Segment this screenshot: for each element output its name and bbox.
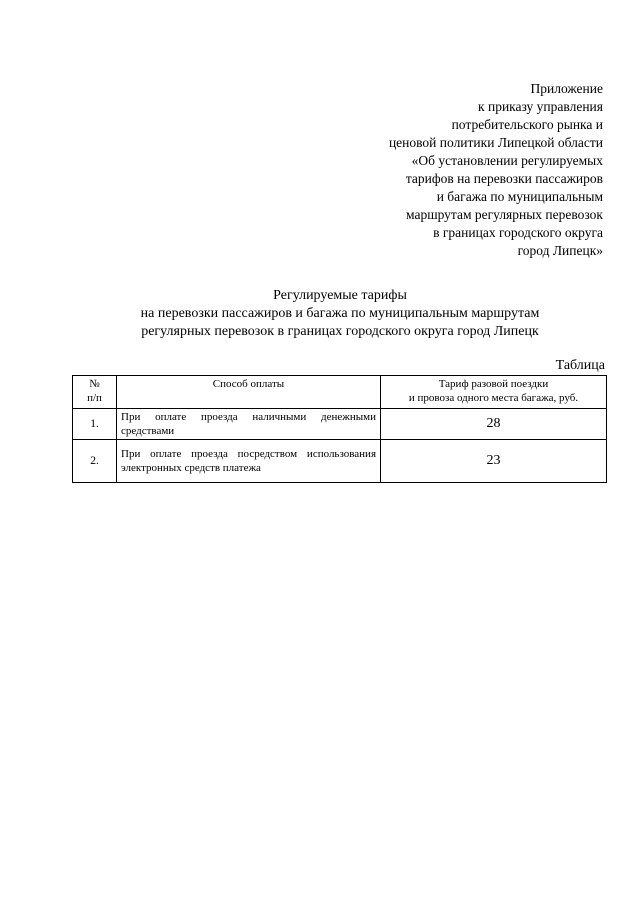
appendix-line: Приложение [530,81,603,96]
header-tariff-line1: Тариф разовой поездки [438,378,549,390]
appendix-line: к приказу управления [478,99,603,114]
header-num-line2: п/п [87,392,102,404]
title-line: Регулируемые тарифы [273,288,407,303]
appendix-line: тарифов на перевозки пассажиров [405,171,603,186]
appendix-line: в границах городского округа [433,225,603,240]
appendix-line: город Липецк» [517,243,603,258]
title-line: регулярных перевозок в границах городского округа город Липецк [141,324,539,339]
tariffs-table [72,375,607,483]
row-num: 2. [73,440,117,483]
row-num: 1. [73,409,117,440]
title-line: на перевозки пассажиров и багажа по муниципальным маршрутам [140,306,540,321]
table-row [73,409,607,440]
document-title [0,287,640,341]
table-caption: Таблица [555,358,605,373]
row-tariff: 28 [381,409,607,440]
appendix-line: потребительского рынка и [451,117,603,132]
appendix-header [303,80,603,260]
table-header-row [73,376,607,409]
appendix-line: ценовой политики Липецкой области [388,135,603,150]
appendix-line: маршрутам регулярных перевозок [406,207,603,222]
row-method: При оплате проезда посредством использования электронных средств платежа [117,440,381,483]
header-tariff-line2: и провоза одного места багажа, руб. [408,392,579,404]
appendix-line: «Об установлении регулируемых [411,153,603,168]
table-row [73,440,607,483]
header-num-line1: № [89,378,100,390]
appendix-line: и багажа по муниципальным [436,189,603,204]
header-tariff [381,376,607,409]
row-method: При оплате проезда наличными денежными средствами [117,409,381,440]
header-method [117,376,381,409]
row-tariff: 23 [381,440,607,483]
header-method-text: Способ оплаты [212,378,285,390]
header-num [73,376,117,409]
